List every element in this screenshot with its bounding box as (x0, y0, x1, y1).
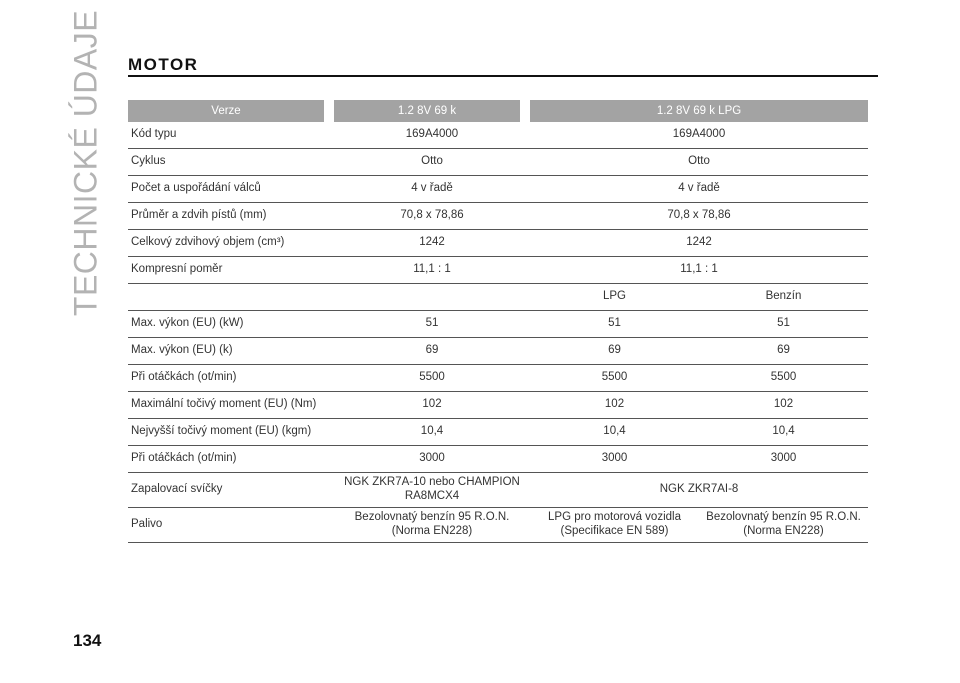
value-version-1: 11,1 : 1 (334, 257, 530, 284)
section-side-title (66, 9, 106, 316)
row-label: Průměr a zdvih pístů (mm) (128, 203, 334, 230)
table-row (128, 257, 868, 284)
row-label: Zapalovací svíčky (128, 473, 334, 508)
row-label: Palivo (128, 508, 334, 543)
row-label: Cyklus (128, 149, 334, 176)
table-row (128, 338, 868, 365)
table-row (128, 446, 868, 473)
value-version-2: 11,1 : 1 (530, 257, 868, 284)
value-version-1: Otto (334, 149, 530, 176)
row-label: Kód typu (128, 122, 334, 149)
engine-spec-table (128, 100, 868, 543)
value-benzin: Bezolovnatý benzín 95 R.O.N. (Norma EN228) (699, 508, 868, 543)
table-row (128, 149, 868, 176)
table-row (128, 284, 868, 311)
row-label-empty (128, 284, 334, 311)
value-version-1: Bezolovnatý benzín 95 R.O.N. (Norma EN228) (334, 508, 530, 543)
value-version-1: 69 (334, 338, 530, 365)
value-lpg: 102 (530, 392, 699, 419)
table-row (128, 365, 868, 392)
value-benzin: 3000 (699, 446, 868, 473)
header-version-2: 1.2 8V 69 k LPG (530, 100, 868, 122)
table-row (128, 311, 868, 338)
value-version-1: 10,4 (334, 419, 530, 446)
value-version-2: 1242 (530, 230, 868, 257)
table-row (128, 122, 868, 149)
section-side-title-text: TECHNICKÉ ÚDAJE (67, 9, 104, 316)
row-label: Maximální točivý moment (EU) (Nm) (128, 392, 334, 419)
value-version-2: 4 v řadě (530, 176, 868, 203)
value-version-1: 102 (334, 392, 530, 419)
page-heading: MOTOR (128, 55, 199, 74)
value-version-1: 51 (334, 311, 530, 338)
value-lpg: 51 (530, 311, 699, 338)
row-label: Celkový zdvihový objem (cm³) (128, 230, 334, 257)
value-lpg: LPG pro motorová vozidla (Specifikace EN 589) (530, 508, 699, 543)
value-version-1: 169A4000 (334, 122, 530, 149)
table-row (128, 419, 868, 446)
value-version-1: 4 v řadě (334, 176, 530, 203)
table-row (128, 230, 868, 257)
table-row (128, 203, 868, 230)
value-lpg: 3000 (530, 446, 699, 473)
value-benzin: 10,4 (699, 419, 868, 446)
value-version-2: 70,8 x 78,86 (530, 203, 868, 230)
heading-divider (128, 75, 878, 77)
value-version-1: 1242 (334, 230, 530, 257)
value-version-2: 169A4000 (530, 122, 868, 149)
header-gap (520, 100, 530, 122)
row-label: Max. výkon (EU) (kW) (128, 311, 334, 338)
table-row (128, 473, 868, 508)
value-benzin: 5500 (699, 365, 868, 392)
value-version-1: 3000 (334, 446, 530, 473)
spec-table-body (128, 122, 868, 543)
row-label: Nejvyšší točivý moment (EU) (kgm) (128, 419, 334, 446)
value-version-1: 70,8 x 78,86 (334, 203, 530, 230)
value-lpg: 10,4 (530, 419, 699, 446)
header-version-1: 1.2 8V 69 k (334, 100, 520, 122)
table-row (128, 176, 868, 203)
header-gap (324, 100, 334, 122)
page-number: 134 (73, 631, 102, 650)
row-label: Při otáčkách (ot/min) (128, 365, 334, 392)
table-row (128, 508, 868, 543)
header-verze: Verze (128, 100, 324, 122)
value-version-1-empty (334, 284, 530, 311)
subheader-benzin: Benzín (699, 284, 868, 311)
row-label: Při otáčkách (ot/min) (128, 446, 334, 473)
row-label: Max. výkon (EU) (k) (128, 338, 334, 365)
value-version-1: 5500 (334, 365, 530, 392)
value-benzin: 69 (699, 338, 868, 365)
subheader-lpg: LPG (530, 284, 699, 311)
value-benzin: 51 (699, 311, 868, 338)
value-version-2: Otto (530, 149, 868, 176)
value-benzin: 102 (699, 392, 868, 419)
value-version-2: NGK ZKR7AI-8 (530, 473, 868, 508)
row-label: Počet a uspořádání válců (128, 176, 334, 203)
value-lpg: 5500 (530, 365, 699, 392)
value-lpg: 69 (530, 338, 699, 365)
value-version-1: NGK ZKR7A-10 nebo CHAMPION RA8MCX4 (334, 473, 530, 508)
table-row (128, 392, 868, 419)
row-label: Kompresní poměr (128, 257, 334, 284)
table-header-row (128, 100, 868, 122)
